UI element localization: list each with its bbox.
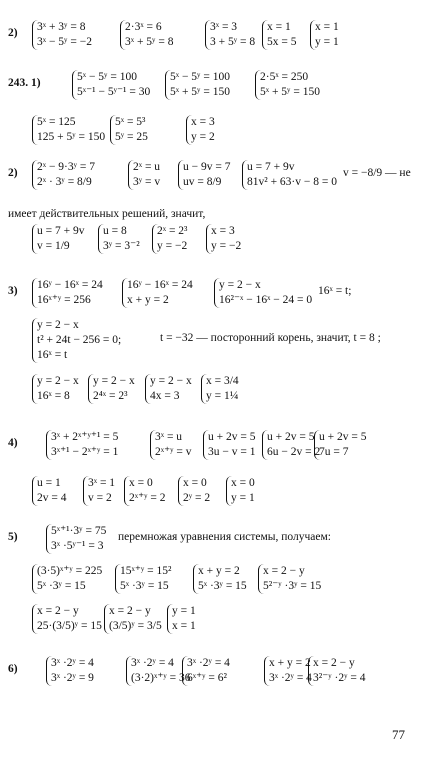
equation-system [32, 115, 105, 145]
equation-system [178, 476, 210, 506]
equation-line: 4x = 3 [150, 390, 180, 402]
equation-system [46, 524, 106, 554]
equation-line: 3ʸ = v [133, 176, 161, 188]
equation-line: 3ˣ + 3ʸ = 8 [37, 21, 86, 33]
equation-line: 3ˣ ·2ʸ = 4 [51, 657, 94, 669]
equation-line: 2ˣ · 3ʸ = 8/9 [37, 176, 92, 188]
equation-system [32, 374, 79, 404]
equation-line: 6u − 2v = 2 [267, 446, 321, 458]
equation-line: 2ˣ − 9·3ʸ = 7 [37, 161, 96, 173]
equation-system [32, 318, 121, 363]
equation-system [115, 564, 172, 594]
equation-line: x = 1 [172, 620, 196, 632]
equation-system [110, 115, 148, 145]
equation-line: y = 1 [315, 36, 339, 48]
equation-line: 3ˣ ·2ʸ = 9 [51, 672, 94, 684]
equation-line: 3ˣ ·2ʸ = 4 [269, 672, 312, 684]
equation-line: y = 2 − x [150, 375, 192, 387]
equation-line: u + 2v = 5 [319, 431, 367, 443]
equation-line: x = 2 − y [263, 565, 305, 577]
equation-line: x = 2 − y [313, 657, 355, 669]
equation-line: 2·5ˣ = 250 [260, 71, 309, 83]
equation-line: 3ˣ + 5ʸ = 8 [125, 36, 174, 48]
equation-system [262, 430, 320, 460]
equation-system [32, 476, 67, 506]
equation-system [314, 430, 366, 460]
equation-system [145, 374, 192, 404]
equation-system [308, 656, 366, 686]
equation-line: u + 2v = 5 [208, 431, 256, 443]
equation-line: y = 1 [172, 605, 196, 617]
equation-system [120, 20, 173, 50]
equation-line: 16ʸ − 16ˣ = 24 [127, 279, 193, 291]
equation-line: (3/5)ʸ = 3/5 [109, 620, 162, 632]
page-number: 77 [392, 727, 405, 742]
equation-line: 16ˣ = 8 [37, 390, 70, 402]
equation-line: 2⁴ˣ = 2³ [93, 390, 128, 402]
equation-line: 2ˣ⁺ʸ = 2 [129, 492, 166, 504]
equation-line: 125 + 5ʸ = 150 [37, 131, 106, 143]
equation-system [32, 278, 103, 308]
equation-line: 5ˣ ·3ʸ = 15 [198, 580, 247, 592]
problem-label: 3) [8, 285, 18, 297]
equation-line: y = 2 − x [219, 279, 261, 291]
equation-line: x + y = 2 [198, 565, 240, 577]
equation-system [124, 476, 166, 506]
equation-line: x = 0 [231, 477, 255, 489]
equation-line: 2·3ˣ = 6 [125, 21, 162, 33]
equation-system [32, 224, 84, 254]
equation-line: x = 3 [211, 225, 235, 237]
equation-line: x = 2 − y [37, 605, 79, 617]
equation-line: 2ˣ⁺ʸ = v [155, 446, 192, 458]
equation-system [310, 20, 339, 50]
equation-system [205, 20, 255, 50]
equation-system [264, 656, 312, 686]
equation-line: 3ˣ = u [155, 431, 183, 443]
equation-line: 3 + 5ʸ = 8 [210, 36, 256, 48]
equation-line: y = 1 [231, 492, 255, 504]
equation-line: x = 2 − y [109, 605, 151, 617]
equation-line: 3ˣ = 3 [210, 21, 238, 33]
equation-line: u = 7 + 9v [37, 225, 85, 237]
equation-system [242, 160, 337, 190]
equation-line: uv = 8/9 [183, 176, 222, 188]
equation-system [165, 70, 230, 100]
equation-line: 3ˣ = 1 [88, 477, 116, 489]
equation-line: 5ˣ ·3ʸ = 15 [120, 580, 169, 592]
equation-system [206, 224, 241, 254]
equation-line: 5ˣ − 5ʸ = 100 [77, 71, 137, 83]
equation-system [152, 224, 188, 254]
equation-line: 3ˣ ·2ʸ = 4 [187, 657, 230, 669]
equation-line: x = 3 [191, 116, 215, 128]
equation-system [32, 20, 92, 50]
equation-line: 2ˣ = 2³ [157, 225, 188, 237]
inline-text: перемножая уравнения системы, получаем: [118, 531, 331, 543]
equation-system [262, 20, 297, 50]
equation-line: 5ˣ + 5ʸ = 150 [260, 86, 320, 98]
equation-line: 5ˣ − 5ʸ = 100 [170, 71, 230, 83]
equation-line: 16²⁻ˣ − 16ˣ − 24 = 0 [219, 294, 313, 306]
equation-line: 5ˣ = 5³ [115, 116, 146, 128]
equation-system [226, 476, 255, 506]
equation-line: u = 8 [103, 225, 127, 237]
equation-line: 7u = 7 [319, 446, 349, 458]
inline-text: t = −32 — посторонний корень, значит, t = 8 ; [160, 332, 381, 344]
equation-line: x + y = 2 [269, 657, 311, 669]
equation-line: 2ˣ = u [133, 161, 161, 173]
equation-line: u + 2v = 5 [267, 431, 315, 443]
equation-line: y = 2 − x [37, 319, 79, 331]
equation-system [32, 564, 102, 594]
equation-line: 5²⁻ʸ ·3ʸ = 15 [263, 580, 322, 592]
equation-line: (3·2)ˣ⁺ʸ = 36 [131, 672, 191, 684]
equation-line: 25·(3/5)ʸ = 15 [37, 620, 102, 632]
problem-label: 2) [8, 167, 18, 179]
equation-line: y = 2 − x [93, 375, 135, 387]
equation-system [186, 115, 215, 145]
equation-system [178, 160, 230, 190]
equation-line: 3ˣ + 2ˣ⁺ʸ⁺¹ = 5 [51, 431, 119, 443]
inline-text: 16ˣ = t; [318, 285, 352, 297]
equation-system [32, 160, 95, 190]
equation-line: 5ˣ = 125 [37, 116, 76, 128]
problem-label: 6) [8, 663, 18, 675]
equation-system [104, 604, 162, 634]
equation-line: 6ˣ⁺ʸ = 6² [187, 672, 227, 684]
equation-system [193, 564, 247, 594]
equation-line: x = 3/4 [206, 375, 239, 387]
equation-line: y = 2 [191, 131, 215, 143]
equation-system [88, 374, 135, 404]
equation-line: 5ˣ ·3ʸ = 15 [37, 580, 86, 592]
equation-system [122, 278, 193, 308]
equation-line: x = 0 [129, 477, 153, 489]
equation-line: 3ˣ ·5ʸ⁻¹ = 3 [51, 540, 104, 552]
equation-line: x = 1 [267, 21, 291, 33]
problem-label: 5) [8, 531, 18, 543]
equation-system [150, 430, 192, 460]
equation-system [203, 430, 255, 460]
equation-system [72, 70, 150, 100]
equation-system [46, 656, 94, 686]
equation-line: y = −2 [157, 240, 188, 252]
equation-line: 3u − v = 1 [208, 446, 256, 458]
equation-line: 15ˣ⁺ʸ = 15² [120, 565, 172, 577]
equation-system [167, 604, 196, 634]
equation-line: x = 1 [315, 21, 339, 33]
equation-line: y = 1¼ [206, 390, 239, 402]
equation-system [32, 604, 102, 634]
equation-system [128, 160, 160, 190]
problem-label: 4) [8, 437, 18, 449]
equation-system [182, 656, 230, 686]
equation-line: 5ʸ = 25 [115, 131, 148, 143]
equation-line: 3ˣ ·2ʸ = 4 [131, 657, 174, 669]
equation-system [83, 476, 115, 506]
equation-line: 5ˣ + 5ʸ = 150 [170, 86, 230, 98]
equation-line: 5ˣ⁺¹·3ʸ = 75 [51, 525, 107, 537]
equation-system [46, 430, 118, 460]
equation-line: 16ˣ = t [37, 349, 68, 361]
equation-line: v = 1/9 [37, 240, 70, 252]
equation-system [126, 656, 191, 686]
problem-label: 243. 1) [8, 77, 41, 89]
inline-text: v = −8/9 — не [343, 167, 411, 179]
equation-system [201, 374, 239, 404]
equation-line: 3ˣ − 5ʸ = −2 [37, 36, 92, 48]
equation-line: t² + 24t − 256 = 0; [37, 334, 122, 346]
equation-line: y = 2 − x [37, 375, 79, 387]
equation-system [255, 70, 320, 100]
problem-label: 2) [8, 27, 18, 39]
equation-line: 3ʸ = 3⁻² [103, 240, 140, 252]
equation-line: 2v = 4 [37, 492, 67, 504]
equation-line: 5ˣ⁻¹ − 5ʸ⁻¹ = 30 [77, 86, 151, 98]
equation-line: v = 2 [88, 492, 112, 504]
equation-system [214, 278, 312, 308]
equation-line: u = 1 [37, 477, 61, 489]
equation-line: 3ˣ⁺¹ − 2ˣ⁺ʸ = 1 [51, 446, 119, 458]
equation-line: u = 7 + 9v [247, 161, 295, 173]
equation-line: x + y = 2 [127, 294, 169, 306]
equation-line: 16ˣ⁺ʸ = 256 [37, 294, 91, 306]
equation-line: 81v² + 63·v − 8 = 0 [247, 176, 337, 188]
equation-line: 5x = 5 [267, 36, 297, 48]
equation-system [258, 564, 321, 594]
equation-system [98, 224, 140, 254]
equation-line: 3²⁻ʸ ·2ʸ = 4 [313, 672, 366, 684]
equation-line: 16ʸ − 16ˣ = 24 [37, 279, 103, 291]
equation-line: 2ʸ = 2 [183, 492, 211, 504]
equation-line: u − 9v = 7 [183, 161, 231, 173]
equation-line: y = −2 [211, 240, 242, 252]
equation-line: (3·5)ˣ⁺ʸ = 225 [37, 565, 103, 577]
paragraph-text: имеет действительных решений, значит, [8, 208, 206, 220]
equation-line: x = 0 [183, 477, 207, 489]
